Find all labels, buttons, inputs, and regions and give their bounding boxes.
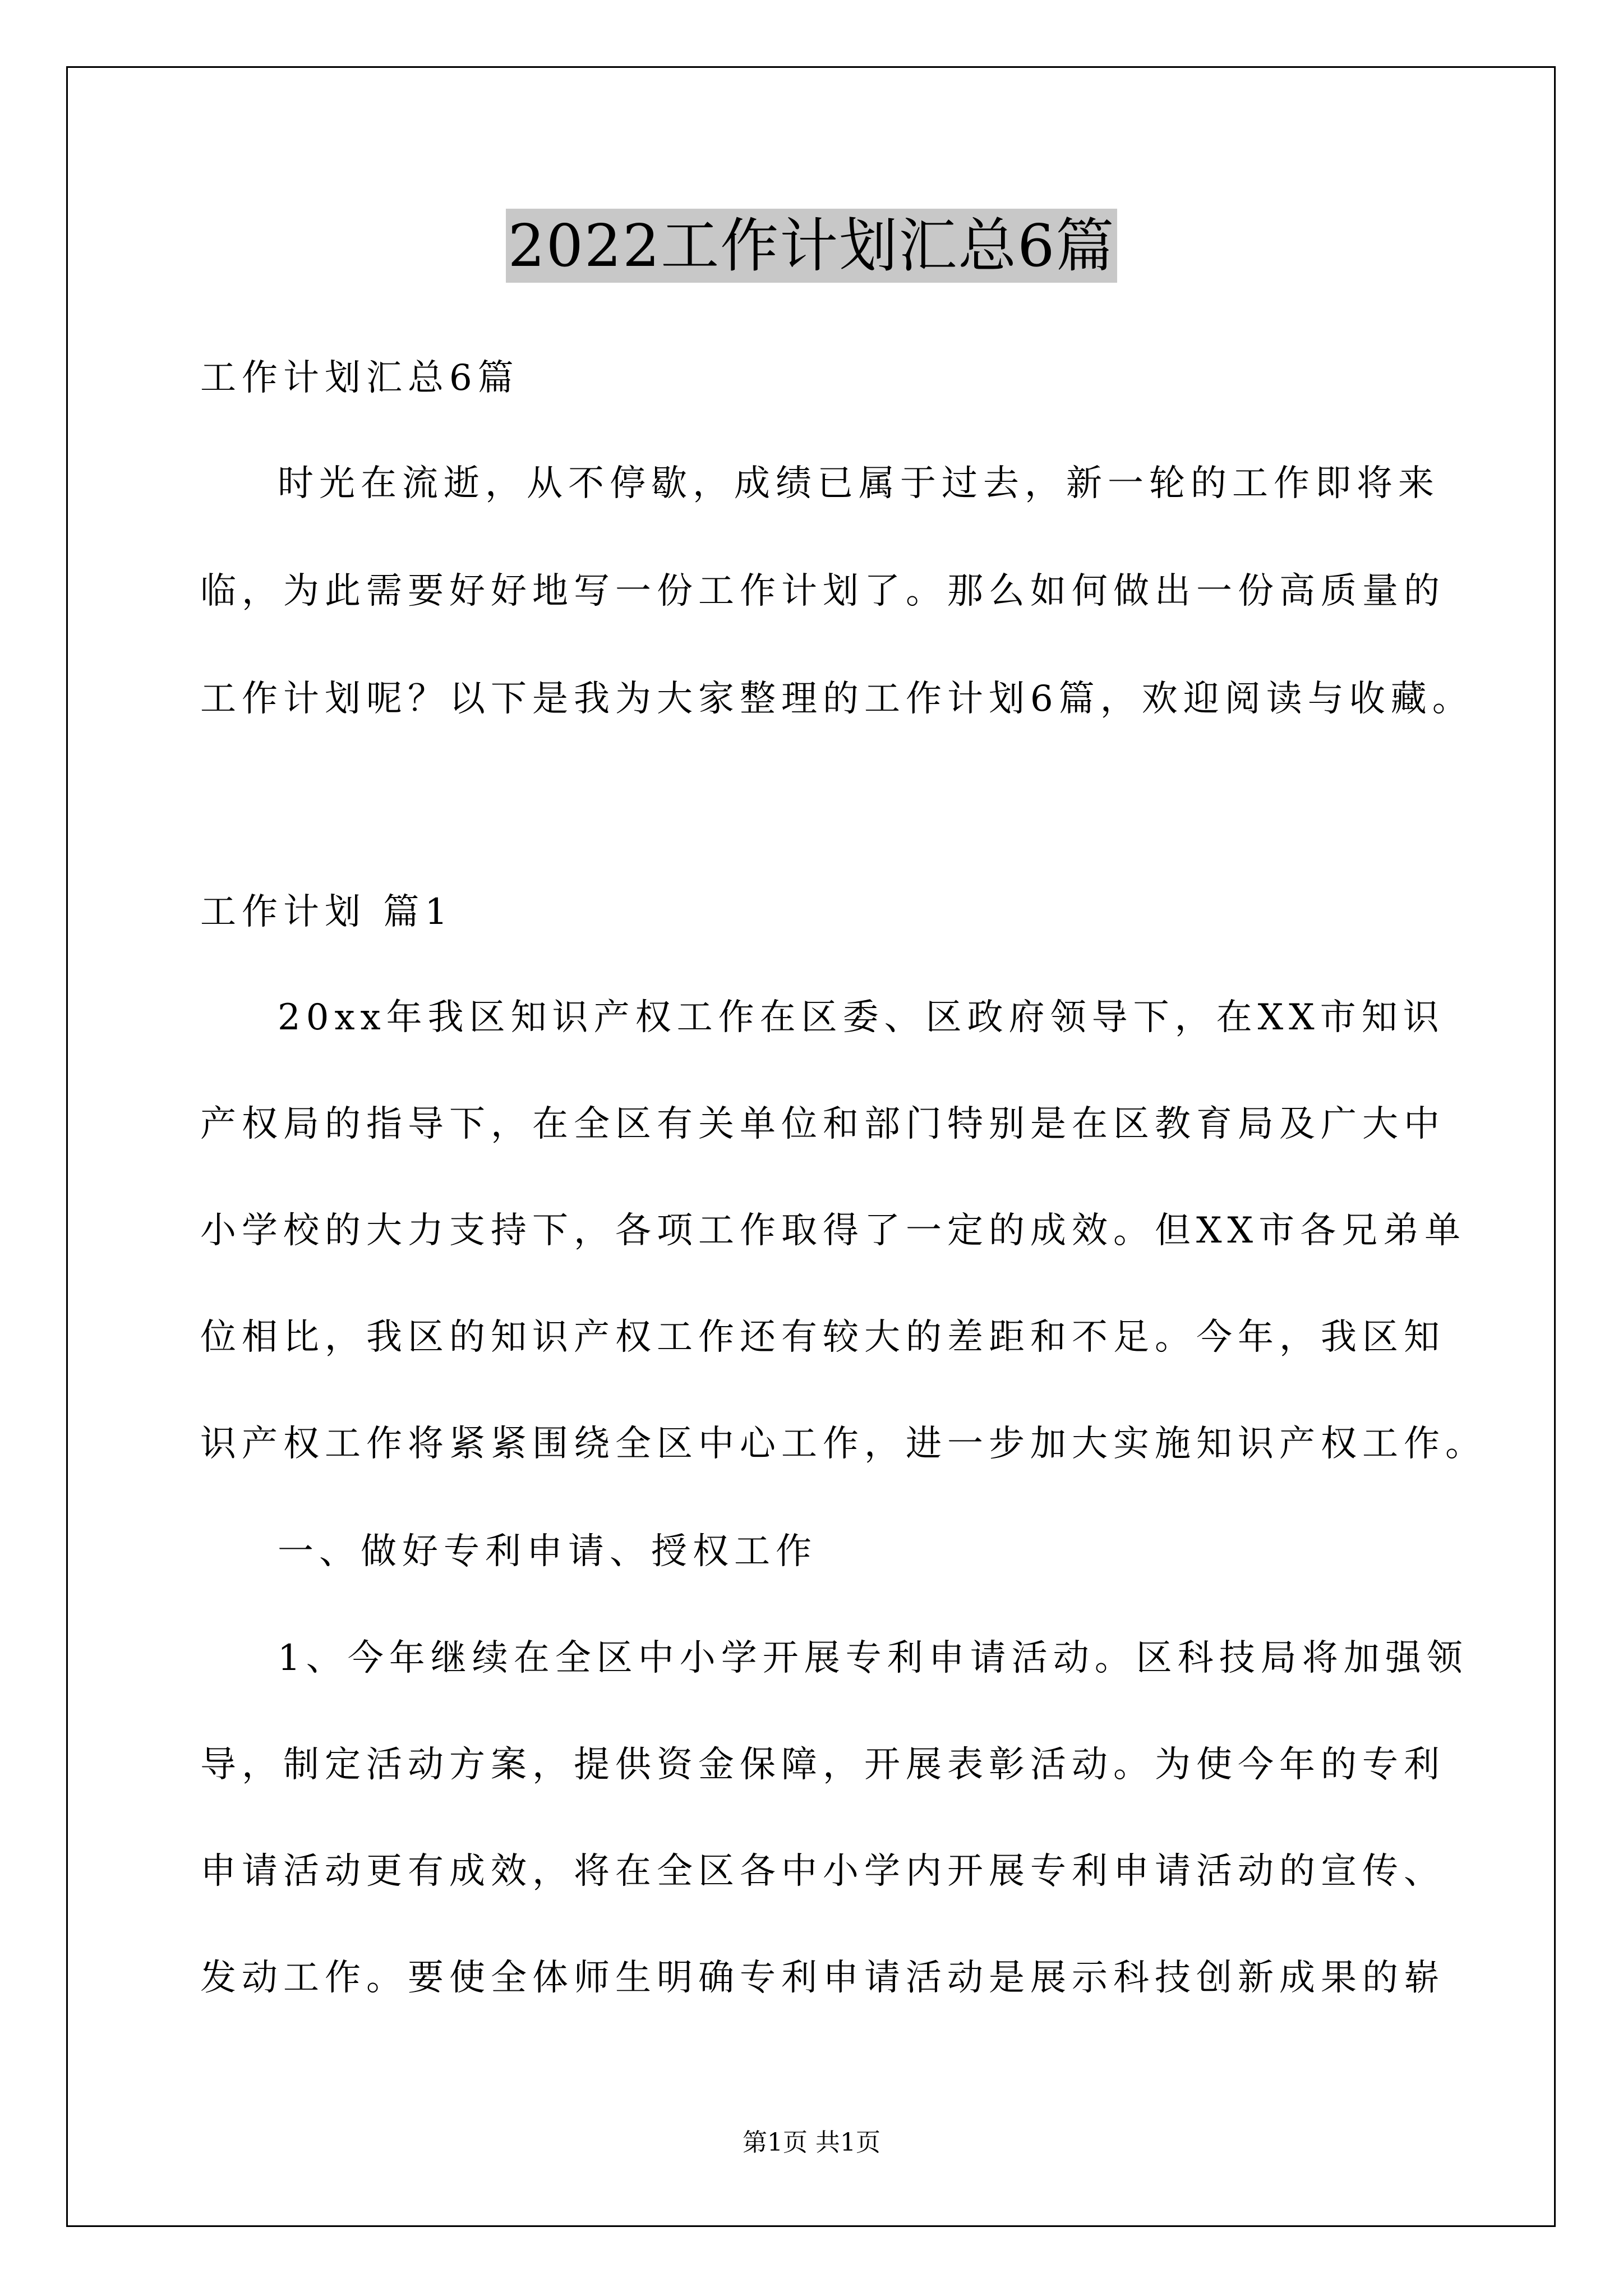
item-heading: 一、做好专利申请、授权工作 [278, 1531, 817, 1572]
page-number-footer: 第1页 共1页 [743, 2128, 880, 2157]
paragraph-line: 位相比，我区的知识产权工作还有较大的差距和不足。今年，我区知 [200, 1317, 1445, 1358]
intro-line: 时光在流逝，从不停歇，成绩已属于过去，新一轮的工作即将来 [278, 463, 1440, 504]
paragraph-line: 20xx年我区知识产权工作在区委、区政府领导下，在XX市知识 [278, 997, 1445, 1038]
paragraph-line: 小学校的大力支持下，各项工作取得了一定的成效。但XX市各兄弟单 [200, 1210, 1467, 1251]
intro-line: 临，为此需要好好地写一份工作计划了。那么如何做出一份高质量的 [200, 570, 1445, 612]
intro-line: 工作计划呢？以下是我为大家整理的工作计划6篇，欢迎阅读与收藏。 [200, 678, 1474, 720]
paragraph-line: 申请活动更有成效，将在全区各中小学内开展专利申请活动的宣传、 [200, 1851, 1445, 1892]
paragraph-line: 导，制定活动方案，提供资金保障，开展表彰活动。为使今年的专利 [200, 1744, 1445, 1786]
paragraph-line: 产权局的指导下，在全区有关单位和部门特别是在区教育局及广大中 [200, 1103, 1445, 1145]
title-container [0, 209, 1623, 283]
paragraph-line: 1、今年继续在全区中小学开展专利申请活动。区科技局将加强领 [278, 1637, 1468, 1679]
paragraph-line: 发动工作。要使全体师生明确专利申请活动是展示科技创新成果的崭 [200, 1957, 1445, 1999]
document-subtitle: 工作计划汇总6篇 [200, 357, 519, 399]
section-heading: 工作计划 篇1 [200, 891, 454, 933]
paragraph-line: 识产权工作将紧紧围绕全区中心工作，进一步加大实施知识产权工作。 [200, 1423, 1487, 1465]
document-title: 2022工作计划汇总6篇 [506, 209, 1118, 283]
